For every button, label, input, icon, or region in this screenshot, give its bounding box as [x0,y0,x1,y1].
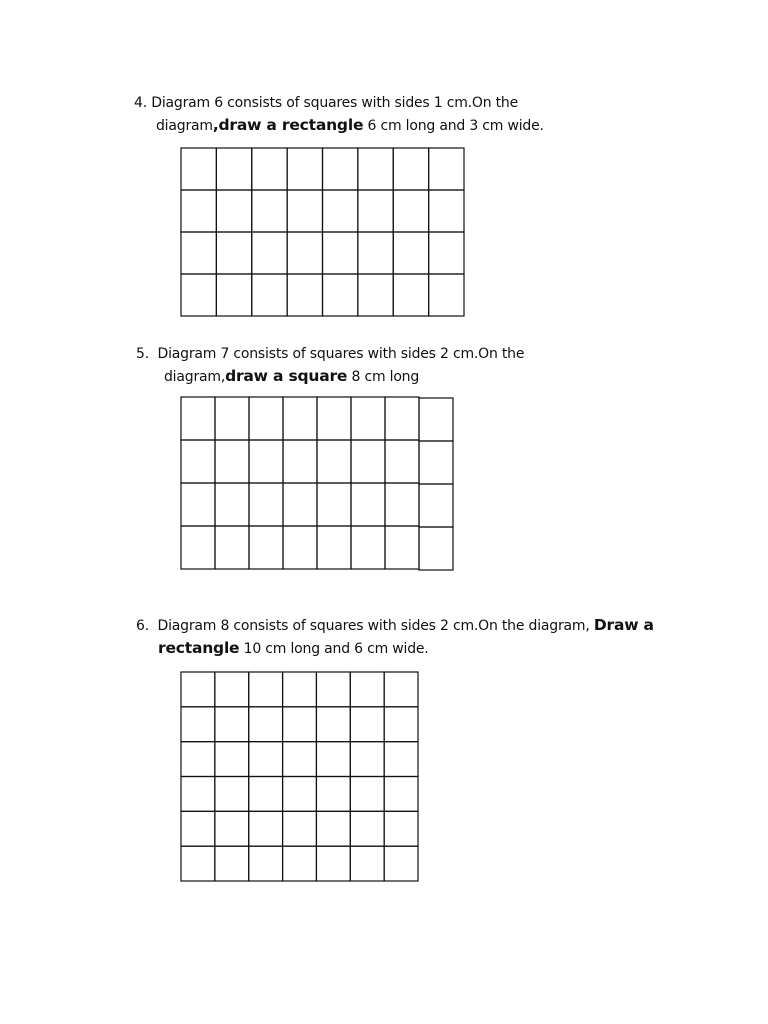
grid-cell [393,190,428,232]
question-4-text: Diagram 6 consists of squares with sides 1 cm.On the [151,95,519,111]
grid-cell [351,397,385,440]
grid-cell [358,232,393,274]
grid-cell [429,274,464,316]
grid-cell [384,777,418,812]
grid-cell [215,707,249,742]
diagram-7-grid [180,396,454,572]
grid-cell [287,232,322,274]
grid-cell [384,672,418,707]
grid-cell [358,274,393,316]
question-5-number: 5. [136,346,149,362]
grid-cell [249,440,283,483]
grid-cell [385,483,419,526]
grid-cell [350,672,384,707]
grid-cell [181,483,215,526]
grid-cell [317,397,351,440]
question-6-instruction-end: rectangle [158,639,240,657]
grid-cell [249,846,283,881]
question-4-number: 4. [134,95,147,111]
question-6-line-2 [158,639,429,658]
grid-cell [181,148,216,190]
grid-cell [316,672,350,707]
grid-cell [252,232,287,274]
grid-cell [385,440,419,483]
grid-cell [287,190,322,232]
grid-cell [283,440,317,483]
grid-cell [393,148,428,190]
grid-cell [249,811,283,846]
grid-cell [350,742,384,777]
grid-cell [181,440,215,483]
grid-cell [316,707,350,742]
grid-cell [429,148,464,190]
question-5-line-1 [136,345,524,363]
grid-cell [249,483,283,526]
grid-cell [317,440,351,483]
grid-cell [181,742,215,777]
grid-cell [393,274,428,316]
grid-cell [384,811,418,846]
grid-cell [215,397,249,440]
grid-cell [358,148,393,190]
grid-cell [215,440,249,483]
question-5-text-pre: diagram, [164,369,226,385]
grid-cell [249,742,283,777]
question-6-number: 6. [136,618,149,634]
question-5-text: Diagram 7 consists of squares with sides 2 cm.On the [157,346,525,362]
grid-cell [283,811,317,846]
grid-cell [283,672,317,707]
grid-cell [351,440,385,483]
question-5-line-2 [164,367,419,386]
grid-cell [287,148,322,190]
question-4-line-1 [134,94,518,112]
grid-cell [323,190,358,232]
grid-cell [181,397,215,440]
grid-cell [393,232,428,274]
grid-cell [350,846,384,881]
grid-cell [215,777,249,812]
grid-cell [215,742,249,777]
grid-cell [316,846,350,881]
question-5-text-post: 8 cm long [347,369,420,385]
grid-cell [384,846,418,881]
grid-cell [216,190,251,232]
grid-cell [216,148,251,190]
grid-cell [215,526,249,569]
grid-cell [385,526,419,569]
grid-cell [252,274,287,316]
grid-cell [215,672,249,707]
grid-cell [287,274,322,316]
grid-cell [283,397,317,440]
question-6-instruction-start: Draw a [593,616,654,634]
grid-cell [215,846,249,881]
question-4-text-post: 6 cm long and 3 cm wide. [363,118,544,134]
grid-cell [181,846,215,881]
grid-cell [317,483,351,526]
grid-cell [252,190,287,232]
grid-cell [350,707,384,742]
grid-cell [317,526,351,569]
grid-cell [283,777,317,812]
diagram-6-grid [180,147,466,319]
grid-cell [419,484,453,527]
grid-cell [419,398,453,441]
grid-cell [283,742,317,777]
grid-cell [283,707,317,742]
grid-cell [181,526,215,569]
grid-cell [249,397,283,440]
grid-cell [419,527,453,570]
question-6-text-post: 10 cm long and 6 cm wide. [239,641,429,657]
diagram-8-grid [180,671,420,883]
grid-cell [384,742,418,777]
grid-cell [181,672,215,707]
grid-cell [429,232,464,274]
grid-cell [323,274,358,316]
grid-cell [316,742,350,777]
grid-cell [316,777,350,812]
grid-cell [350,811,384,846]
grid-cell [283,483,317,526]
grid-cell [249,777,283,812]
grid-cell [181,274,216,316]
grid-cell [351,483,385,526]
grid-cell [283,846,317,881]
grid-cell [215,483,249,526]
grid-cell [181,777,215,812]
grid-cell [252,148,287,190]
grid-cell [350,777,384,812]
question-4-text-pre: diagram [156,118,213,134]
question-6-text: Diagram 8 consists of squares with sides 2 cm.On the diagram, [157,618,594,634]
grid-cell [316,811,350,846]
question-5-instruction: draw a square [225,367,348,385]
grid-cell [429,190,464,232]
grid-cell [216,274,251,316]
grid-cell [181,707,215,742]
grid-cell [249,526,283,569]
grid-cell [215,811,249,846]
grid-cell [283,526,317,569]
grid-cell [323,148,358,190]
grid-cell [351,526,385,569]
grid-cell [323,232,358,274]
grid-cell [384,707,418,742]
question-6-line-1 [136,616,654,635]
grid-cell [216,232,251,274]
grid-cell [358,190,393,232]
grid-cell [385,397,419,440]
grid-cell [181,190,216,232]
grid-cell [181,811,215,846]
question-4-instruction: ,draw a rectangle [212,116,364,134]
question-4-line-2 [156,116,544,135]
grid-cell [419,441,453,484]
grid-cell [249,672,283,707]
grid-cell [249,707,283,742]
grid-cell [181,232,216,274]
